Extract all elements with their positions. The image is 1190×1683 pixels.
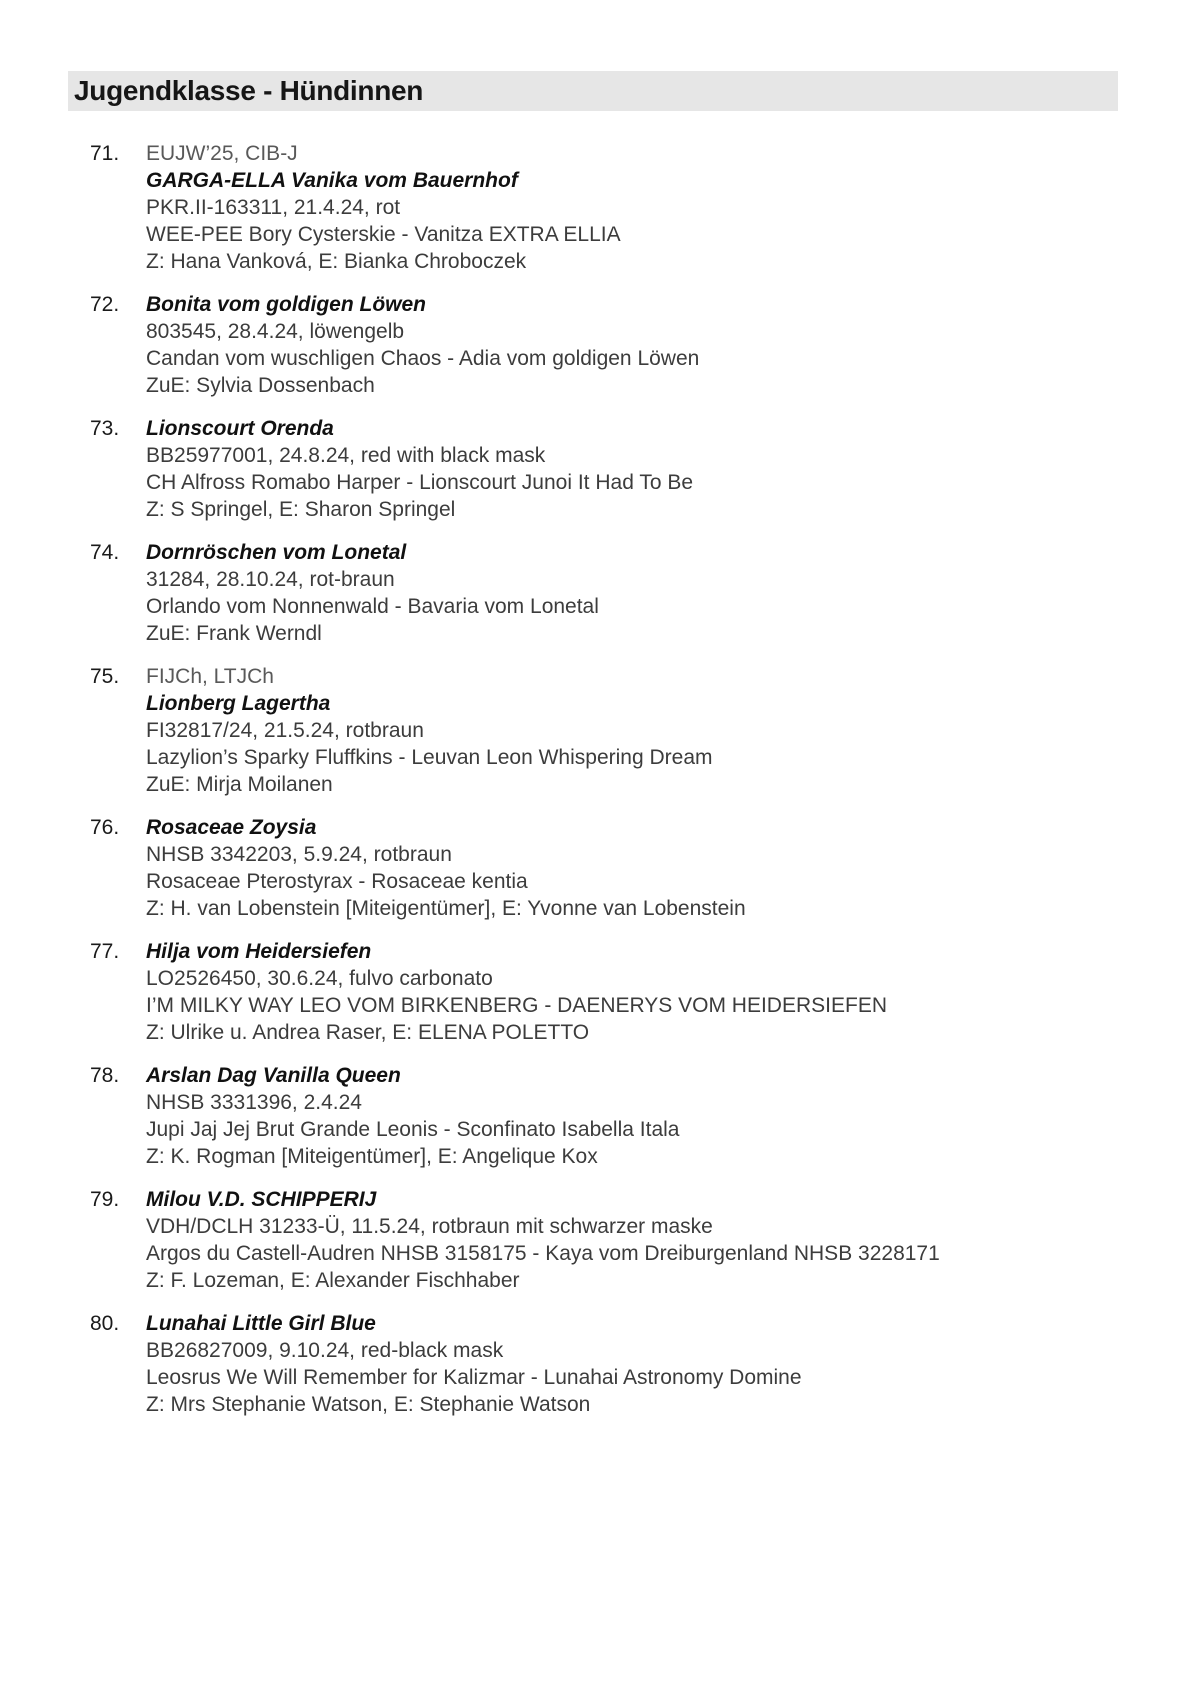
entry-parents: CH Alfross Romabo Harper - Lionscourt Junoi It Had To Be bbox=[146, 471, 694, 494]
entry-breeder-owner: ZuE: Frank Werndl bbox=[146, 622, 322, 645]
entry-number: 71. bbox=[90, 142, 120, 165]
entry-parents: Jupi Jaj Jej Brut Grande Leonis - Sconfinato Isabella Itala bbox=[146, 1118, 680, 1141]
entry-body bbox=[146, 1310, 1100, 1418]
entry-body bbox=[146, 140, 1100, 275]
entry-championship-titles: FIJCh, LTJCh bbox=[146, 665, 274, 688]
entry-number: 79. bbox=[90, 1188, 120, 1211]
entry-registration: BB26827009, 9.10.24, red-black mask bbox=[146, 1339, 504, 1362]
dog-name: Lionberg Lagertha bbox=[146, 692, 331, 715]
entry-breeder-owner: Z: Mrs Stephanie Watson, E: Stephanie Watson bbox=[146, 1393, 591, 1416]
dog-name: Dornröschen vom Lonetal bbox=[146, 541, 407, 564]
entry-number: 76. bbox=[90, 816, 120, 839]
entry-registration: FI32817/24, 21.5.24, rotbraun bbox=[146, 719, 424, 742]
entry-registration: 31284, 28.10.24, rot-braun bbox=[146, 568, 395, 591]
dog-name: Milou V.D. SCHIPPERIJ bbox=[146, 1188, 377, 1211]
entry-parents: Leosrus We Will Remember for Kalizmar - Lunahai Astronomy Domine bbox=[146, 1366, 802, 1389]
entry-body bbox=[146, 663, 1100, 798]
entry-registration: NHSB 3342203, 5.9.24, rotbraun bbox=[146, 843, 452, 866]
entry-breeder-owner: Z: H. van Lobenstein [Miteigentümer], E: Yvonne van Lobenstein bbox=[146, 897, 746, 920]
dog-name: Hilja vom Heidersiefen bbox=[146, 940, 372, 963]
entry-parents: WEE-PEE Bory Cysterskie - Vanitza EXTRA ELLIA bbox=[146, 223, 621, 246]
entry-breeder-owner: Z: Hana Vanková, E: Bianka Chroboczek bbox=[146, 250, 527, 273]
entry-breeder-owner: ZuE: Mirja Moilanen bbox=[146, 773, 333, 796]
entry-parents: Argos du Castell-Audren NHSB 3158175 - Kaya vom Dreiburgenland NHSB 3228171 bbox=[146, 1242, 940, 1265]
dog-name: Lunahai Little Girl Blue bbox=[146, 1312, 376, 1335]
entry-body bbox=[146, 814, 1100, 922]
section-header bbox=[68, 71, 1118, 111]
catalog-entry bbox=[90, 539, 1100, 647]
entry-body bbox=[146, 1062, 1100, 1170]
dog-name: Lionscourt Orenda bbox=[146, 417, 334, 440]
entry-number: 77. bbox=[90, 940, 120, 963]
entry-breeder-owner: Z: S Springel, E: Sharon Springel bbox=[146, 498, 456, 521]
catalog-entry bbox=[90, 1186, 1100, 1294]
entry-body bbox=[146, 1186, 1100, 1294]
entry-registration: NHSB 3331396, 2.4.24 bbox=[146, 1091, 362, 1114]
entry-parents: Candan vom wuschligen Chaos - Adia vom goldigen Löwen bbox=[146, 347, 700, 370]
section-title: Jugendklasse - Hündinnen bbox=[74, 75, 424, 106]
catalog-entry bbox=[90, 291, 1100, 399]
entry-registration: BB25977001, 24.8.24, red with black mask bbox=[146, 444, 546, 467]
entry-parents: Orlando vom Nonnenwald - Bavaria vom Lonetal bbox=[146, 595, 599, 618]
catalog-entry bbox=[90, 663, 1100, 798]
entry-body bbox=[146, 539, 1100, 647]
catalog-entry bbox=[90, 1062, 1100, 1170]
dog-name: Rosaceae Zoysia bbox=[146, 816, 317, 839]
entry-registration: PKR.II-163311, 21.4.24, rot bbox=[146, 196, 401, 219]
entry-parents: Lazylion’s Sparky Fluffkins - Leuvan Leon Whispering Dream bbox=[146, 746, 713, 769]
entry-registration: VDH/DCLH 31233-Ü, 11.5.24, rotbraun mit schwarzer maske bbox=[146, 1215, 713, 1238]
entry-number: 75. bbox=[90, 665, 120, 688]
entry-breeder-owner: Z: Ulrike u. Andrea Raser, E: ELENA POLETTO bbox=[146, 1021, 590, 1044]
entry-number: 72. bbox=[90, 293, 120, 316]
entry-number: 73. bbox=[90, 417, 120, 440]
entry-body bbox=[146, 415, 1100, 523]
dog-name: GARGA-ELLA Vanika vom Bauernhof bbox=[146, 169, 518, 192]
entry-body bbox=[146, 938, 1100, 1046]
entry-parents: Rosaceae Pterostyrax - Rosaceae kentia bbox=[146, 870, 528, 893]
entry-breeder-owner: ZuE: Sylvia Dossenbach bbox=[146, 374, 375, 397]
entry-registration: LO2526450, 30.6.24, fulvo carbonato bbox=[146, 967, 493, 990]
entry-breeder-owner: Z: F. Lozeman, E: Alexander Fischhaber bbox=[146, 1269, 520, 1292]
catalog-entry bbox=[90, 415, 1100, 523]
catalog-entry bbox=[90, 938, 1100, 1046]
entry-number: 78. bbox=[90, 1064, 120, 1087]
catalog-entry bbox=[90, 1310, 1100, 1418]
entry-breeder-owner: Z: K. Rogman [Miteigentümer], E: Angelique Kox bbox=[146, 1145, 598, 1168]
entry-list bbox=[90, 140, 1100, 1434]
entry-number: 74. bbox=[90, 541, 120, 564]
catalog-entry bbox=[90, 140, 1100, 275]
catalog-entry bbox=[90, 814, 1100, 922]
dog-name: Bonita vom goldigen Löwen bbox=[146, 293, 426, 316]
entry-parents: I’M MILKY WAY LEO VOM BIRKENBERG - DAENERYS VOM HEIDERSIEFEN bbox=[146, 994, 887, 1017]
entry-registration: 803545, 28.4.24, löwengelb bbox=[146, 320, 405, 343]
entry-championship-titles: EUJW’25, CIB-J bbox=[146, 142, 298, 165]
entry-number: 80. bbox=[90, 1312, 120, 1335]
dog-name: Arslan Dag Vanilla Queen bbox=[146, 1064, 401, 1087]
entry-body bbox=[146, 291, 1100, 399]
